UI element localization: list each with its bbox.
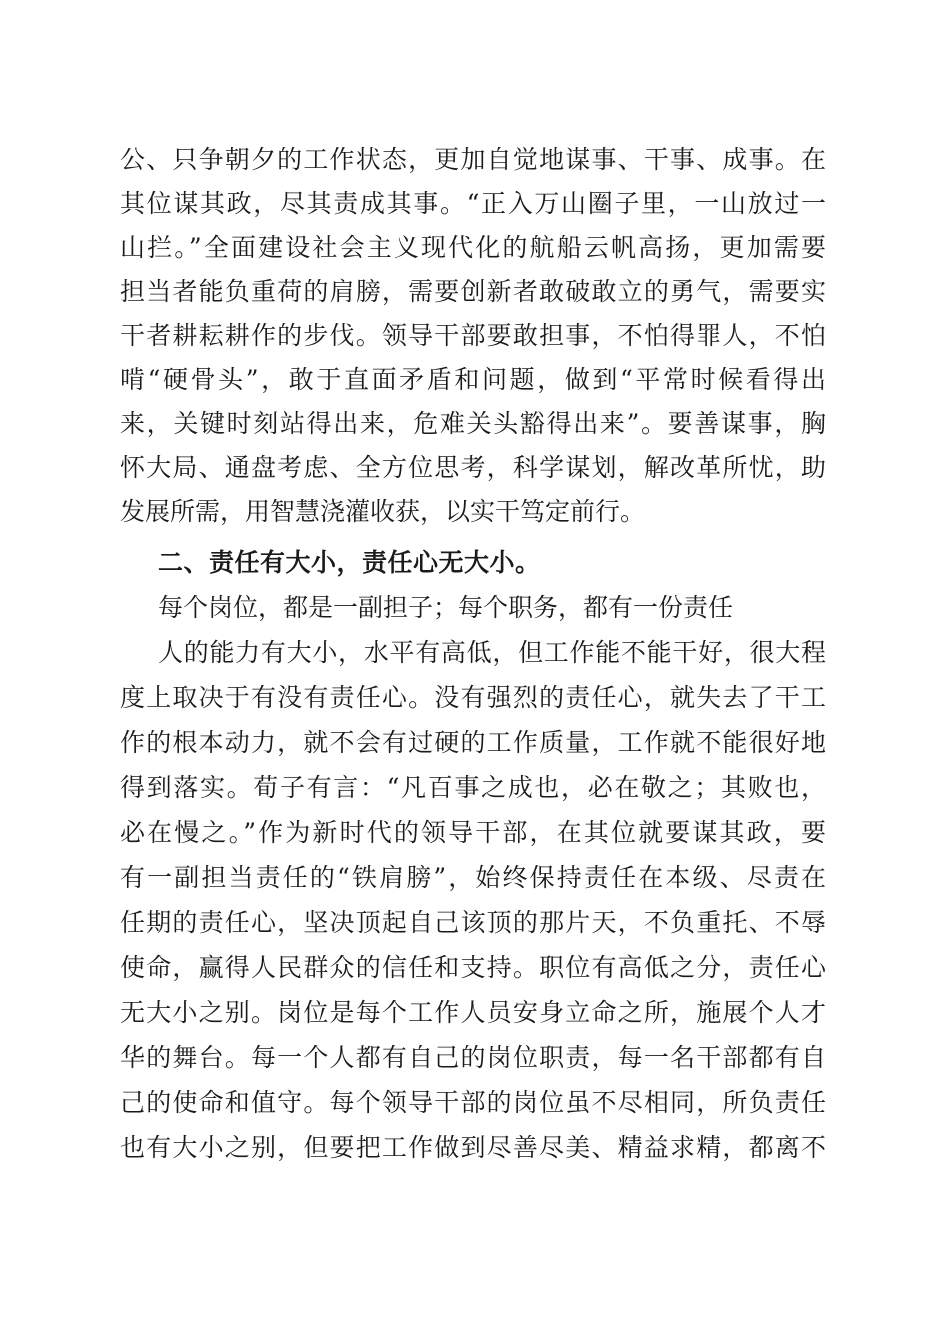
paragraph-1-line-3: 山拦。”全面建设社会主义现代化的航船云帆高扬，更加需要 (120, 233, 826, 262)
paragraph-2-line-4: 得到落实。荀子有言：“凡百事之成也，必在敬之；其败也， (120, 773, 826, 802)
paragraph-2-line-3: 作的根本动力，就不会有过硬的工作质量，工作就不能很好地 (120, 728, 826, 757)
paragraph-2-line-11: 己的使命和值守。每个领导干部的岗位虽不尽相同，所负责任 (120, 1088, 826, 1117)
paragraph-2-line-9: 无大小之别。岗位是每个工作人员安身立命之所，施展个人才 (120, 998, 826, 1027)
paragraph-1-line-9: 发展所需，用智慧浇灌收获，以实干笃定前行。 (120, 497, 646, 526)
section-heading: 二、责任有大小，责任心无大小。 (158, 548, 541, 577)
paragraph-2-line-10: 华的舞台。每一个人都有自己的岗位职责，每一名干部都有自 (120, 1043, 826, 1072)
paragraph-2-line-8: 使命，赢得人民群众的信任和支持。职位有高低之分，责任心 (120, 953, 826, 982)
paragraph-1-line-2: 其位谋其政，尽其责成其事。“正入万山圈子里，一山放过一 (120, 189, 826, 218)
paragraph-1-line-5: 干者耕耘耕作的步伐。领导干部要敢担事，不怕得罪人，不怕 (120, 321, 826, 350)
paragraph-2-line-5: 必在慢之。”作为新时代的领导干部，在其位就要谋其政，要 (120, 818, 826, 847)
paragraph-2-line-7: 任期的责任心，坚决顶起自己该顶的那片天，不负重托、不辱 (120, 908, 826, 937)
paragraph-2-line-6: 有一副担当责任的“铁肩膀”，始终保持责任在本级、尽责在 (120, 863, 826, 892)
section-subheading: 每个岗位，都是一副担子；每个职务，都有一份责任 (158, 593, 734, 622)
paragraph-1-line-8: 怀大局、通盘考虑、全方位思考，科学谋划，解改革所忧，助 (120, 453, 826, 482)
paragraph-1-line-1: 公、只争朝夕的工作状态，更加自觉地谋事、干事、成事。在 (120, 145, 826, 174)
paragraph-1-line-4: 担当者能负重荷的肩膀，需要创新者敢破敢立的勇气，需要实 (120, 277, 826, 306)
paragraph-1-line-7: 来，关键时刻站得出来，危难关头豁得出来”。要善谋事，胸 (120, 409, 826, 438)
paragraph-2-line-12: 也有大小之别，但要把工作做到尽善尽美、精益求精，都离不 (120, 1133, 826, 1162)
paragraph-2-line-2: 度上取决于有没有责任心。没有强烈的责任心，就失去了干工 (120, 683, 826, 712)
paragraph-1-line-6: 啃“硬骨头”，敢于直面矛盾和问题，做到“平常时候看得出 (120, 365, 826, 394)
paragraph-2-line-1: 人的能力有大小，水平有高低，但工作能不能干好，很大程 (158, 638, 826, 667)
